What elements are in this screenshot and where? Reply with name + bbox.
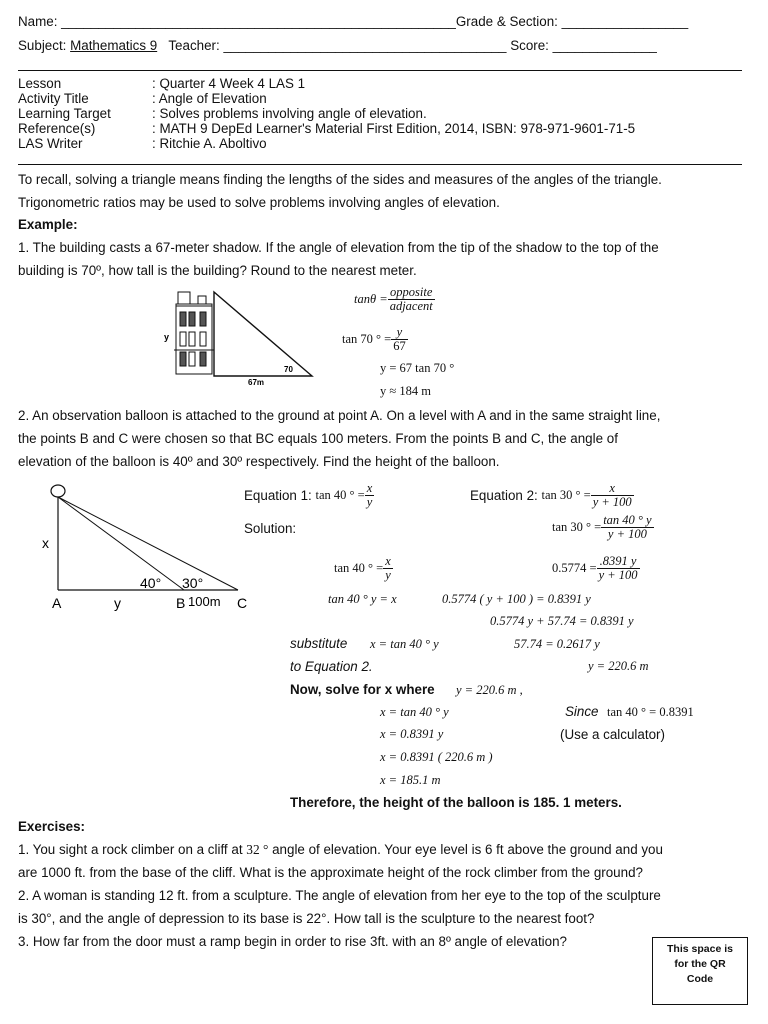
info-label: Lesson bbox=[18, 76, 62, 91]
example-heading: Example: bbox=[18, 217, 78, 232]
example1-text: building is 70º, how tall is the building? Round to the nearest meter. bbox=[18, 263, 417, 278]
math-text: tanθ = bbox=[354, 292, 388, 306]
tan70-equation bbox=[342, 326, 408, 353]
solution-step: x = 0.8391 y bbox=[380, 727, 444, 741]
math-text: tan 40 ° = bbox=[334, 561, 384, 575]
numerator: x bbox=[385, 554, 391, 568]
to-equation-label: to Equation 2. bbox=[290, 659, 373, 674]
point-a-label: A bbox=[52, 595, 62, 611]
side-y-label: y bbox=[164, 332, 170, 342]
solution-step: tan 40 ° y = x bbox=[328, 592, 397, 606]
denominator: y bbox=[385, 568, 391, 582]
info-label: Activity Title bbox=[18, 91, 89, 106]
divider-top bbox=[18, 70, 742, 71]
fraction bbox=[591, 482, 634, 509]
denominator: y + 100 bbox=[592, 495, 632, 509]
angle-30-label: 30° bbox=[182, 575, 204, 591]
solution-step: 57.74 = 0.2617 y bbox=[514, 637, 600, 651]
solution-step: x = 0.8391 ( 220.6 m ) bbox=[380, 750, 493, 764]
fraction bbox=[597, 555, 640, 582]
exercise-1-cont: are 1000 ft. from the base of the cliff. What is the approximate height of the rock climber from the ground? bbox=[18, 865, 643, 880]
score-label: Score: bbox=[510, 38, 553, 53]
now-solve-expression: y = 220.6 m , bbox=[456, 683, 523, 697]
math-text: tan 70 ° = bbox=[342, 332, 392, 346]
building-icon bbox=[174, 292, 214, 374]
teacher-label: Teacher: bbox=[168, 38, 224, 53]
exercise-2: 2. A woman is standing 12 ft. from a sculpture. The angle of elevation from her eye to the top of the sculpture bbox=[18, 888, 661, 903]
sightline-b bbox=[58, 497, 184, 590]
exercise-text: 1. You sight a rock climber on a cliff at bbox=[18, 842, 243, 857]
since-expression: tan 40 ° = 0.8391 bbox=[607, 705, 694, 719]
denominator: adjacent bbox=[389, 299, 433, 313]
exercises-heading: Exercises: bbox=[18, 819, 86, 834]
name-label: Name: bbox=[18, 14, 62, 29]
name-row bbox=[18, 14, 688, 29]
qr-box-text: Code bbox=[686, 973, 714, 985]
fraction bbox=[601, 514, 653, 541]
qr-code-box bbox=[652, 937, 748, 1005]
example2-text: the points B and C were chosen so that BC equals 100 meters. From the points B and C, the angle of bbox=[18, 431, 618, 446]
balloon-icon bbox=[51, 485, 65, 497]
fraction bbox=[388, 286, 435, 313]
info-value: : Quarter 4 Week 4 LAS 1 bbox=[152, 76, 306, 91]
exercise-text: angle of elevation. Your eye level is 6 ft above the ground and you bbox=[272, 842, 663, 857]
info-label: Reference(s) bbox=[18, 121, 96, 136]
numerator: y bbox=[391, 326, 408, 340]
qr-box-text: for the QR bbox=[674, 958, 726, 970]
grade-field[interactable]: _________________ bbox=[561, 14, 689, 29]
denominator: 67 bbox=[393, 339, 406, 353]
exercise-3: 3. How far from the door must a ramp begin in order to rise 3ft. with an 8º angle of elevation? bbox=[18, 934, 567, 949]
base-label: 67m bbox=[248, 378, 265, 387]
subject-value: Mathematics 9 bbox=[70, 38, 158, 53]
triangle bbox=[214, 292, 312, 376]
info-value: : Angle of Elevation bbox=[152, 91, 267, 106]
math-text: tan 40 ° = bbox=[315, 488, 365, 502]
equation-label: Equation 2: bbox=[470, 488, 538, 503]
angle-40-label: 40° bbox=[140, 575, 162, 591]
name-field[interactable]: _____________________________________________________ bbox=[61, 14, 456, 29]
divider-info bbox=[18, 164, 742, 165]
subject-label: Subject: bbox=[18, 38, 71, 53]
intro-line: To recall, solving a triangle means finding the lengths of the sides and measures of the angles of the triangle. bbox=[18, 172, 662, 187]
solution-step: 0.5774 ( y + 100 ) = 0.8391 y bbox=[442, 592, 591, 606]
tan30-substitution bbox=[552, 514, 654, 541]
fraction bbox=[383, 555, 393, 582]
solution-step: 0.5774 y + 57.74 = 0.8391 y bbox=[490, 614, 634, 628]
point-b-label: B bbox=[176, 595, 186, 611]
now-solve-label: Now, solve for x where bbox=[290, 682, 435, 697]
fraction bbox=[391, 326, 408, 353]
subject-row bbox=[18, 38, 657, 53]
solution-label: Solution: bbox=[244, 521, 297, 536]
exercise-2-cont: is 30°, and the angle of depression to its base is 22°. How tall is the sculpture to the nearest foot? bbox=[18, 911, 595, 926]
math-text: tan 30 ° = bbox=[541, 488, 591, 502]
point-c-label: C bbox=[237, 595, 248, 611]
math-text: 0.5774 = bbox=[552, 561, 597, 575]
bc-length-label: 100m bbox=[188, 594, 221, 609]
equation-2 bbox=[470, 482, 634, 509]
numerator: tan 40 ° y bbox=[603, 513, 652, 527]
substitute-label: substitute bbox=[290, 636, 348, 651]
since-label: Since bbox=[565, 704, 599, 719]
grade-label: Grade & Section: bbox=[455, 14, 562, 29]
solution-step: x = 185.1 m bbox=[380, 773, 441, 787]
qr-box-text: This space is bbox=[667, 943, 733, 955]
example2-conclusion: Therefore, the height of the balloon is 185. 1 meters. bbox=[290, 795, 622, 810]
math-text: tan 30 ° = bbox=[552, 520, 602, 534]
x-label: x bbox=[42, 535, 49, 551]
example1-text: 1. The building casts a 67-meter shadow. If the angle of elevation from the tip of the shadow to the top of the bbox=[18, 240, 659, 255]
fraction bbox=[365, 482, 375, 509]
info-value: : Ritchie A. Aboltivo bbox=[152, 136, 267, 151]
building-figure bbox=[160, 288, 320, 392]
example1-step: y = 67 tan 70 ° bbox=[380, 361, 455, 375]
info-value: : Solves problems involving angle of elevation. bbox=[152, 106, 427, 121]
score-field[interactable]: ______________ bbox=[552, 38, 657, 53]
denominator: y + 100 bbox=[598, 568, 638, 582]
numerator: x bbox=[366, 481, 373, 495]
info-value: : MATH 9 DepEd Learner's Material First Edition, 2014, ISBN: 978-971-9601-71-5 bbox=[152, 121, 636, 136]
intro-line: Trigonometric ratios may be used to solve problems involving angles of elevation. bbox=[18, 195, 500, 210]
example1-answer: y ≈ 184 m bbox=[380, 384, 431, 398]
exercise-1 bbox=[18, 838, 750, 861]
denominator: y + 100 bbox=[607, 527, 647, 541]
ratio-equation bbox=[552, 555, 640, 582]
tan-ratio-formula bbox=[354, 286, 435, 313]
info-label: Learning Target bbox=[18, 106, 111, 121]
numerator: opposite bbox=[388, 286, 435, 300]
exercise-angle: 32 ° bbox=[246, 842, 269, 857]
y-label: y bbox=[114, 595, 121, 611]
balloon-figure bbox=[34, 480, 256, 612]
tan40-equation bbox=[334, 555, 393, 582]
equation-label: Equation 1: bbox=[244, 488, 312, 503]
numerator: .8391 y bbox=[597, 555, 640, 569]
example2-text: elevation of the balloon is 40º and 30º respectively. Find the height of the balloon. bbox=[18, 454, 500, 469]
teacher-field[interactable]: ______________________________________ bbox=[223, 38, 507, 53]
denominator: y bbox=[366, 495, 373, 509]
info-label: LAS Writer bbox=[18, 136, 83, 151]
substitute-expression: x = tan 40 ° y bbox=[370, 637, 439, 651]
example2-text: 2. An observation balloon is attached to the ground at point A. On a level with A and in the same straight line, bbox=[18, 408, 661, 423]
calculator-note: (Use a calculator) bbox=[560, 727, 665, 742]
y-result: y = 220.6 m bbox=[588, 659, 649, 673]
equation-1 bbox=[244, 482, 374, 509]
solution-step: x = tan 40 ° y bbox=[380, 705, 449, 719]
angle-label: 70 bbox=[284, 365, 293, 374]
numerator: x bbox=[591, 482, 634, 496]
